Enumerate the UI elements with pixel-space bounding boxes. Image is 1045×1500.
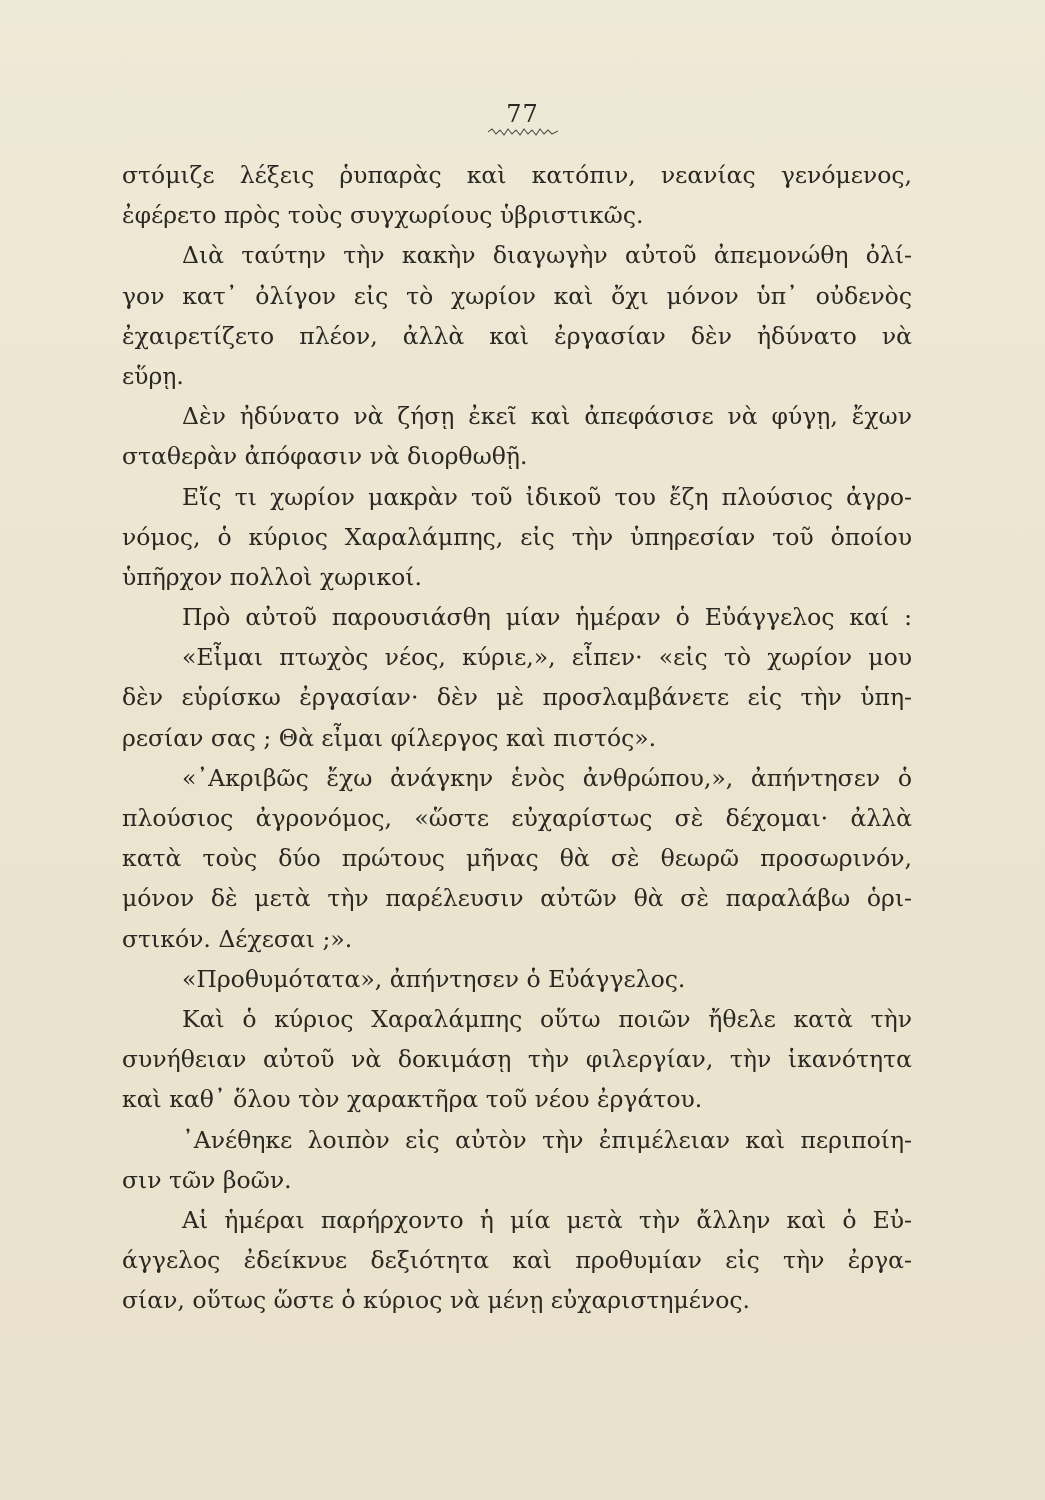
text-line: Δὲν ἠδύνατο νὰ ζήσῃ ἐκεῖ καὶ ἀπεφάσισε νὰ φύγῃ, ἔχων	[182, 402, 912, 431]
text-line: σιν τῶν βοῶν.	[122, 1165, 292, 1194]
text-line: στόμιζε λέξεις ῥυπαρὰς καὶ κατόπιν, νεανίας γενόμενος,	[122, 161, 912, 189]
body-text	[122, 155, 912, 1320]
text-line: δὲν εὑρίσκω ἐργασίαν· δὲν μὲ προσλαμβάνετε εἰς τὴν ὑπη-	[122, 683, 912, 712]
text-line: εὕρῃ.	[122, 361, 184, 390]
text-line: νόμος, ὁ κύριος Χαραλάμπης, εἰς τὴν ὑπηρεσίαν τοῦ ὁποίου	[122, 522, 912, 551]
text-line: κατὰ τοὺς δύο πρώτους μῆνας θὰ σὲ θεωρῶ προσωρινόν,	[122, 844, 912, 873]
text-line: Καὶ ὁ κύριος Χαραλάμπης οὕτω ποιῶν ἤθελε κατὰ τὴν	[182, 1004, 912, 1033]
text-line: «᾽Ακριβῶς ἔχω ἀνάγκην ἑνὸς ἀνθρώπου,», ἀπήντησεν ὁ	[182, 763, 912, 792]
text-line: ᾽Ανέθηκε λοιπὸν εἰς αὐτὸν τὴν ἐπιμέλειαν καὶ περιποίη-	[182, 1125, 912, 1154]
text-line: μόνον δὲ μετὰ τὴν παρέλευσιν αὐτῶν θὰ σὲ παραλάβω ὁρι-	[122, 884, 912, 913]
text-line: σταθερὰν ἀπόφασιν νὰ διορθωθῇ.	[122, 442, 528, 471]
page-number-underline-ornament	[488, 128, 558, 136]
text-line: σίαν, οὕτως ὥστε ὁ κύριος νὰ μένῃ εὐχαριστημένος.	[122, 1286, 750, 1315]
text-line: πλούσιος ἀγρονόμος, «ὥστε εὐχαρίστως σὲ δέχομαι· ἀλλὰ	[122, 804, 912, 832]
text-line: Εἴς τι χωρίον μακρὰν τοῦ ἰδικοῦ του ἔζη πλούσιος ἀγρο-	[182, 482, 912, 511]
text-line: άγγελος ἐδείκνυε δεξιότητα καὶ προθυμίαν εἰς τὴν ἐργα-	[122, 1246, 912, 1275]
text-line: ἐφέρετο πρὸς τοὺς συγχωρίους ὑβριστικῶς.	[122, 201, 644, 230]
text-line: Πρὸ αὐτοῦ παρουσιάσθη μίαν ἡμέραν ὁ Εὐάγγελος καί :	[182, 603, 912, 632]
text-line: «Εἶμαι πτωχὸς νέος, κύριε,», εἶπεν· «εἰς τὸ χωρίον μου	[182, 643, 912, 672]
text-line: ἐχαιρετίζετο πλέον, ἀλλὰ καὶ ἐργασίαν δὲν ἠδύνατο νὰ	[122, 321, 912, 350]
text-line: ὑπῆρχον πολλοὶ χωρικοί.	[122, 562, 422, 591]
text-line: Διὰ ταύτην τὴν κακὴν διαγωγὴν αὐτοῦ ἀπεμονώθη ὀλί-	[182, 241, 912, 270]
page-number: 77	[506, 100, 539, 128]
text-line: καὶ καθ᾽ ὅλου τὸν χαρακτῆρα τοῦ νέου ἐργάτου.	[122, 1085, 703, 1114]
text-line: συνήθειαν αὐτοῦ νὰ δοκιμάσῃ τὴν φιλεργίαν, τὴν ἱκανότητα	[122, 1045, 912, 1074]
text-line: Αἱ ἡμέραι παρήρχοντο ἡ μία μετὰ τὴν ἄλλην καὶ ὁ Εὐ-	[182, 1205, 912, 1234]
text-line: στικόν. Δέχεσαι ;».	[122, 924, 353, 953]
text-line: ρεσίαν σας ; Θὰ εἶμαι φίλεργος καὶ πιστός».	[122, 723, 657, 752]
text-line: «Προθυμότατα», ἀπήντησεν ὁ Εὐάγγελος.	[182, 964, 686, 993]
text-line: γον κατ᾽ ὀλίγον εἰς τὸ χωρίον καὶ ὄχι μόνον ὑπ᾽ οὐδενὸς	[122, 281, 912, 310]
